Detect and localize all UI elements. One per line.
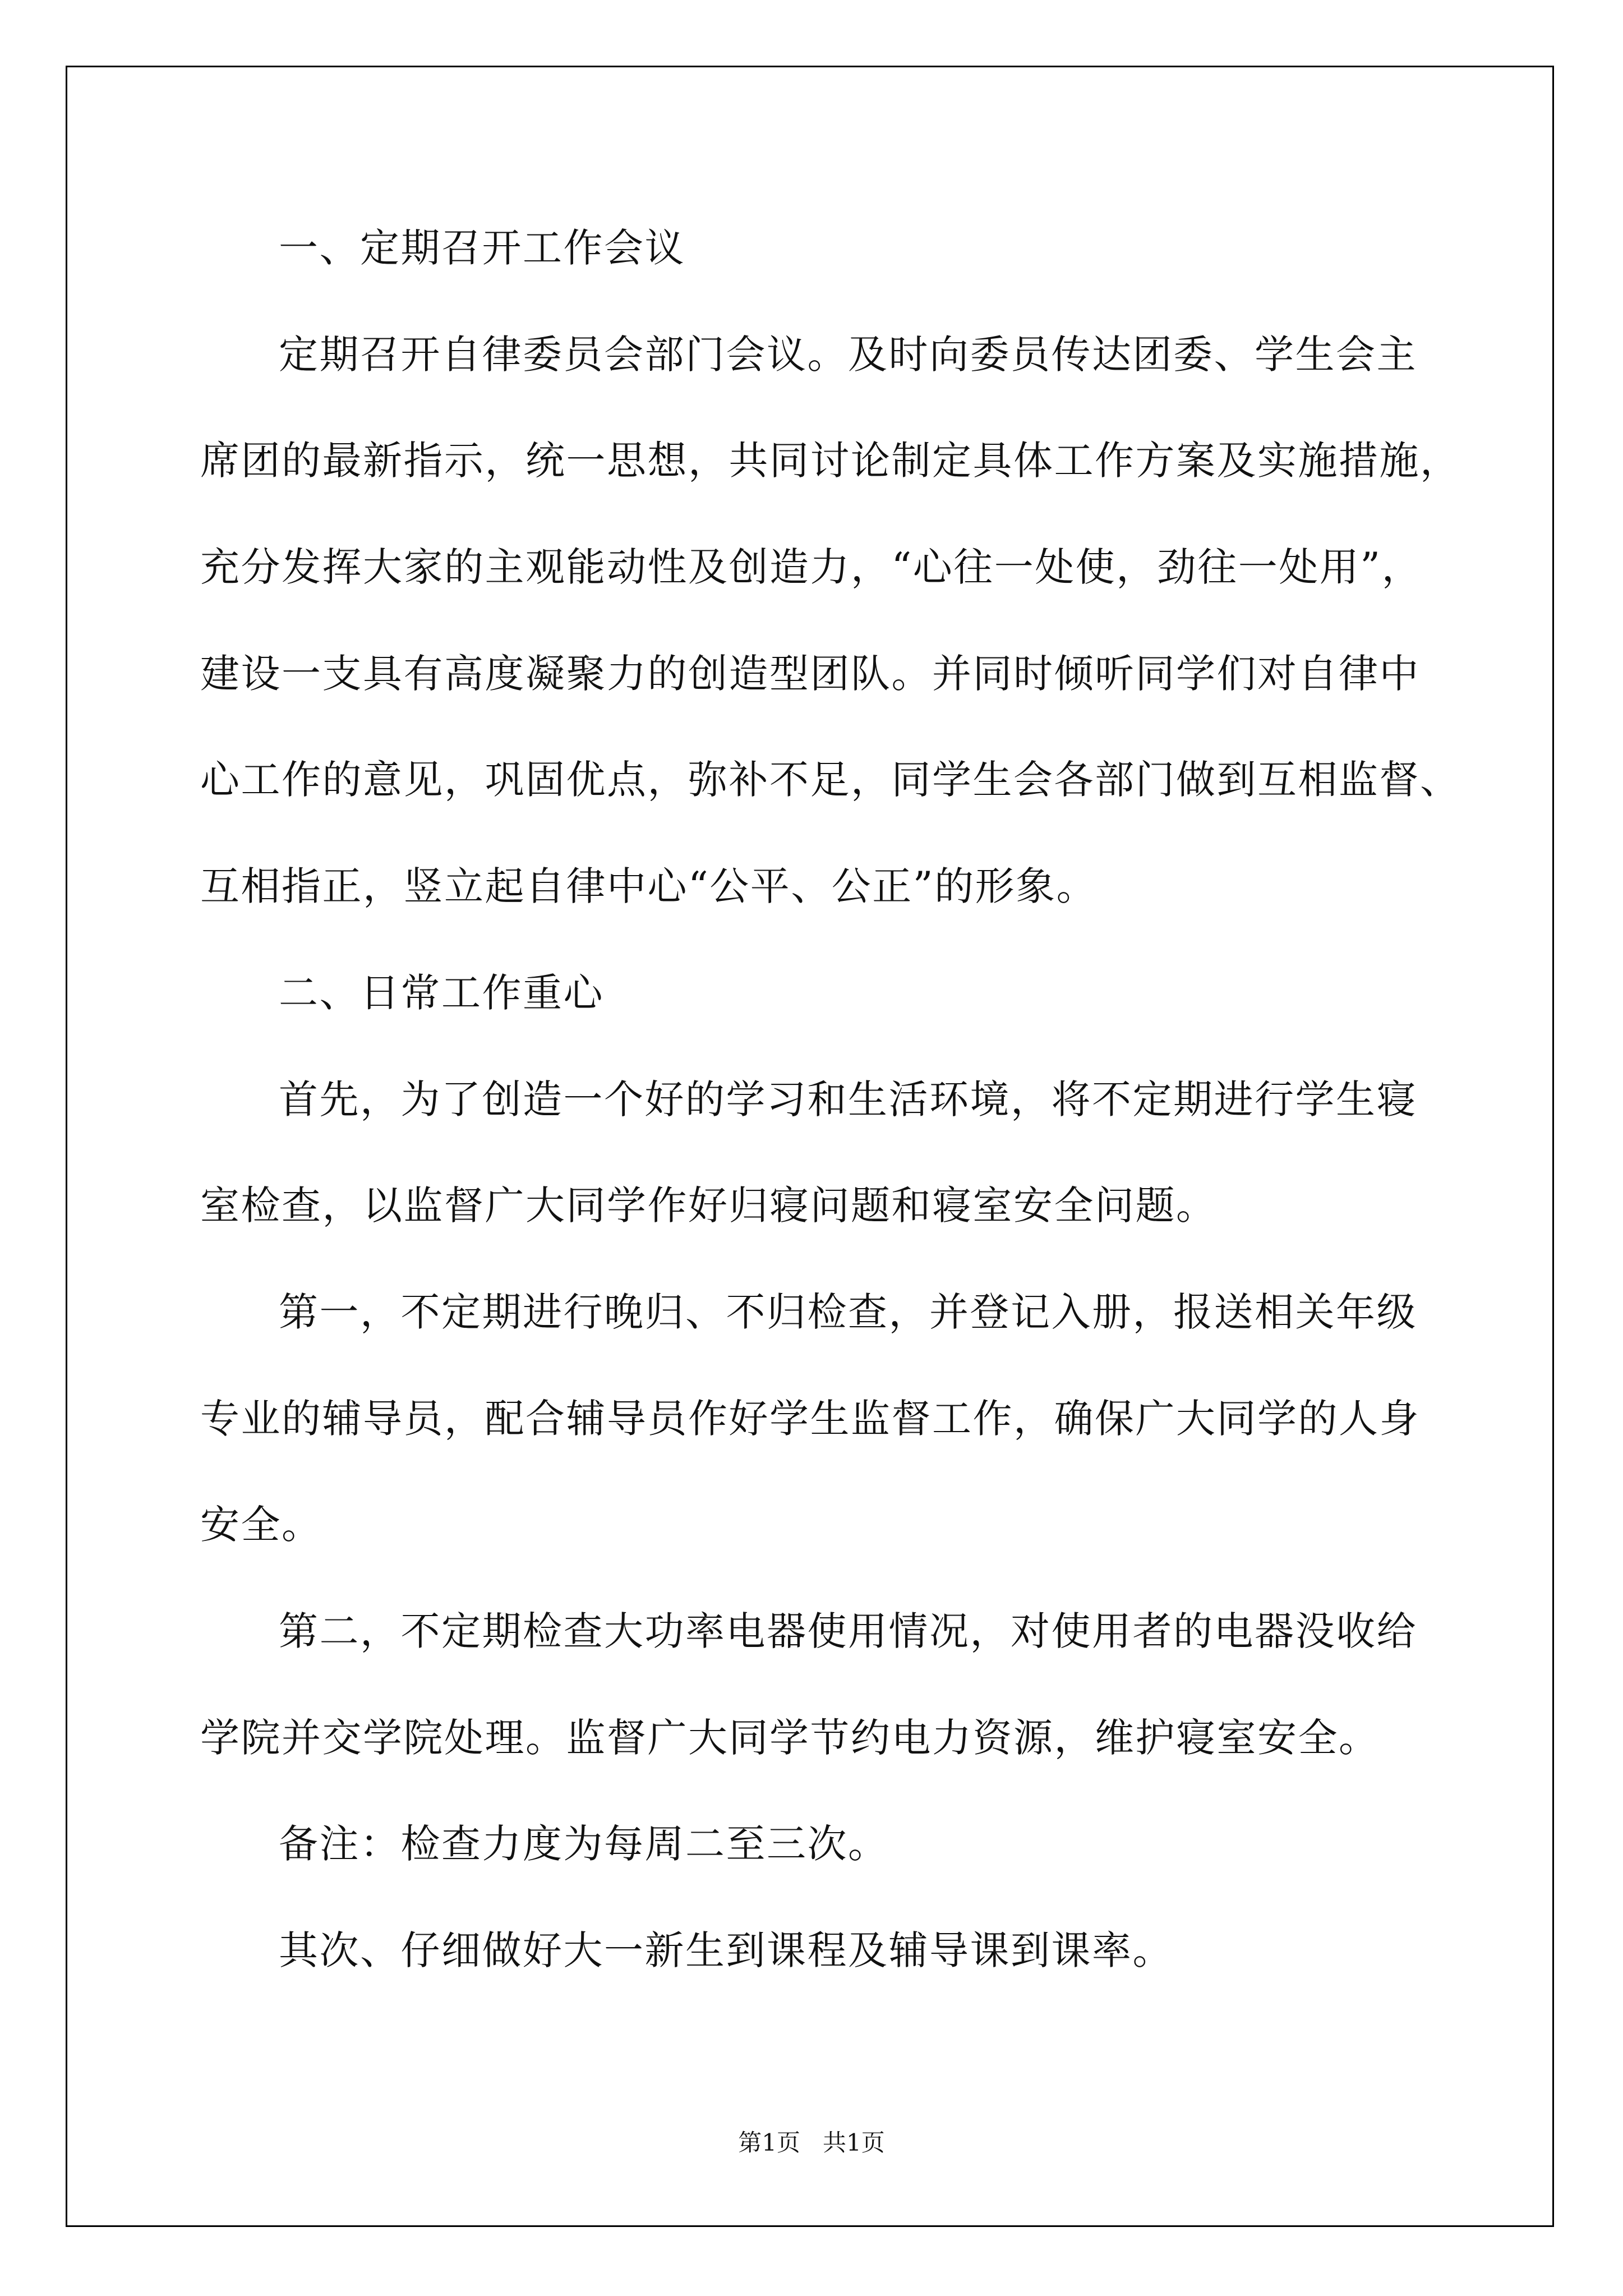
paragraph bbox=[200, 1579, 1524, 1791]
note-paragraph bbox=[200, 1791, 1524, 1898]
paragraph bbox=[200, 302, 1524, 940]
text-line: 其次、仔细做好大一新生到课程及辅导课到课率。 bbox=[279, 1927, 1173, 1973]
section-heading bbox=[200, 195, 1524, 302]
text-line: 席团的最新指示，统一思想，共同讨论制定具体工作方案及实施措施， bbox=[200, 438, 1461, 484]
text-line: 备注：检查力度为每周二至三次。 bbox=[279, 1821, 889, 1867]
text-line: 充分发挥大家的主观能动性及创造力，“心往一处使，劲往一处用”， bbox=[200, 544, 1423, 591]
section-heading bbox=[200, 940, 1524, 1047]
text-line: 学院并交学院处理。监督广大同学节约电力资源，维护寝室安全。 bbox=[200, 1714, 1380, 1761]
page-number-footer: 第1页 共1页 bbox=[738, 2129, 885, 2156]
text-line: 第二，不定期检查大功率电器使用情况，对使用者的电器没收给 bbox=[279, 1608, 1417, 1654]
text-line: 定期召开自律委员会部门会议。及时向委员传达团委、学生会主 bbox=[279, 331, 1417, 378]
paragraph bbox=[200, 1047, 1524, 1259]
text-line: 首先，为了创造一个好的学习和生活环境，将不定期进行学生寝 bbox=[279, 1076, 1417, 1122]
text-line: 第一，不定期进行晚归、不归检查，并登记入册，报送相关年级 bbox=[279, 1289, 1417, 1335]
heading-line: 二、日常工作重心 bbox=[279, 969, 604, 1016]
heading-line: 一、定期召开工作会议 bbox=[279, 225, 685, 271]
text-line: 互相指正，竖立起自律中心“公平、公正”的形象。 bbox=[200, 863, 1098, 910]
paragraph bbox=[200, 1259, 1524, 1579]
document-body bbox=[200, 195, 1524, 2004]
text-line: 专业的辅导员，配合辅导员作好学生监督工作，确保广大同学的人身 bbox=[200, 1395, 1420, 1442]
paragraph bbox=[200, 1898, 1524, 2004]
text-line: 建设一支具有高度凝聚力的创造型团队。并同时倾听同学们对自律中 bbox=[200, 650, 1420, 697]
text-line: 室检查，以监督广大同学作好归寝问题和寝室安全问题。 bbox=[200, 1182, 1217, 1229]
text-line: 心工作的意见，巩固优点，弥补不足，同学生会各部门做到互相监督、 bbox=[200, 757, 1461, 803]
text-line: 安全。 bbox=[200, 1502, 322, 1548]
